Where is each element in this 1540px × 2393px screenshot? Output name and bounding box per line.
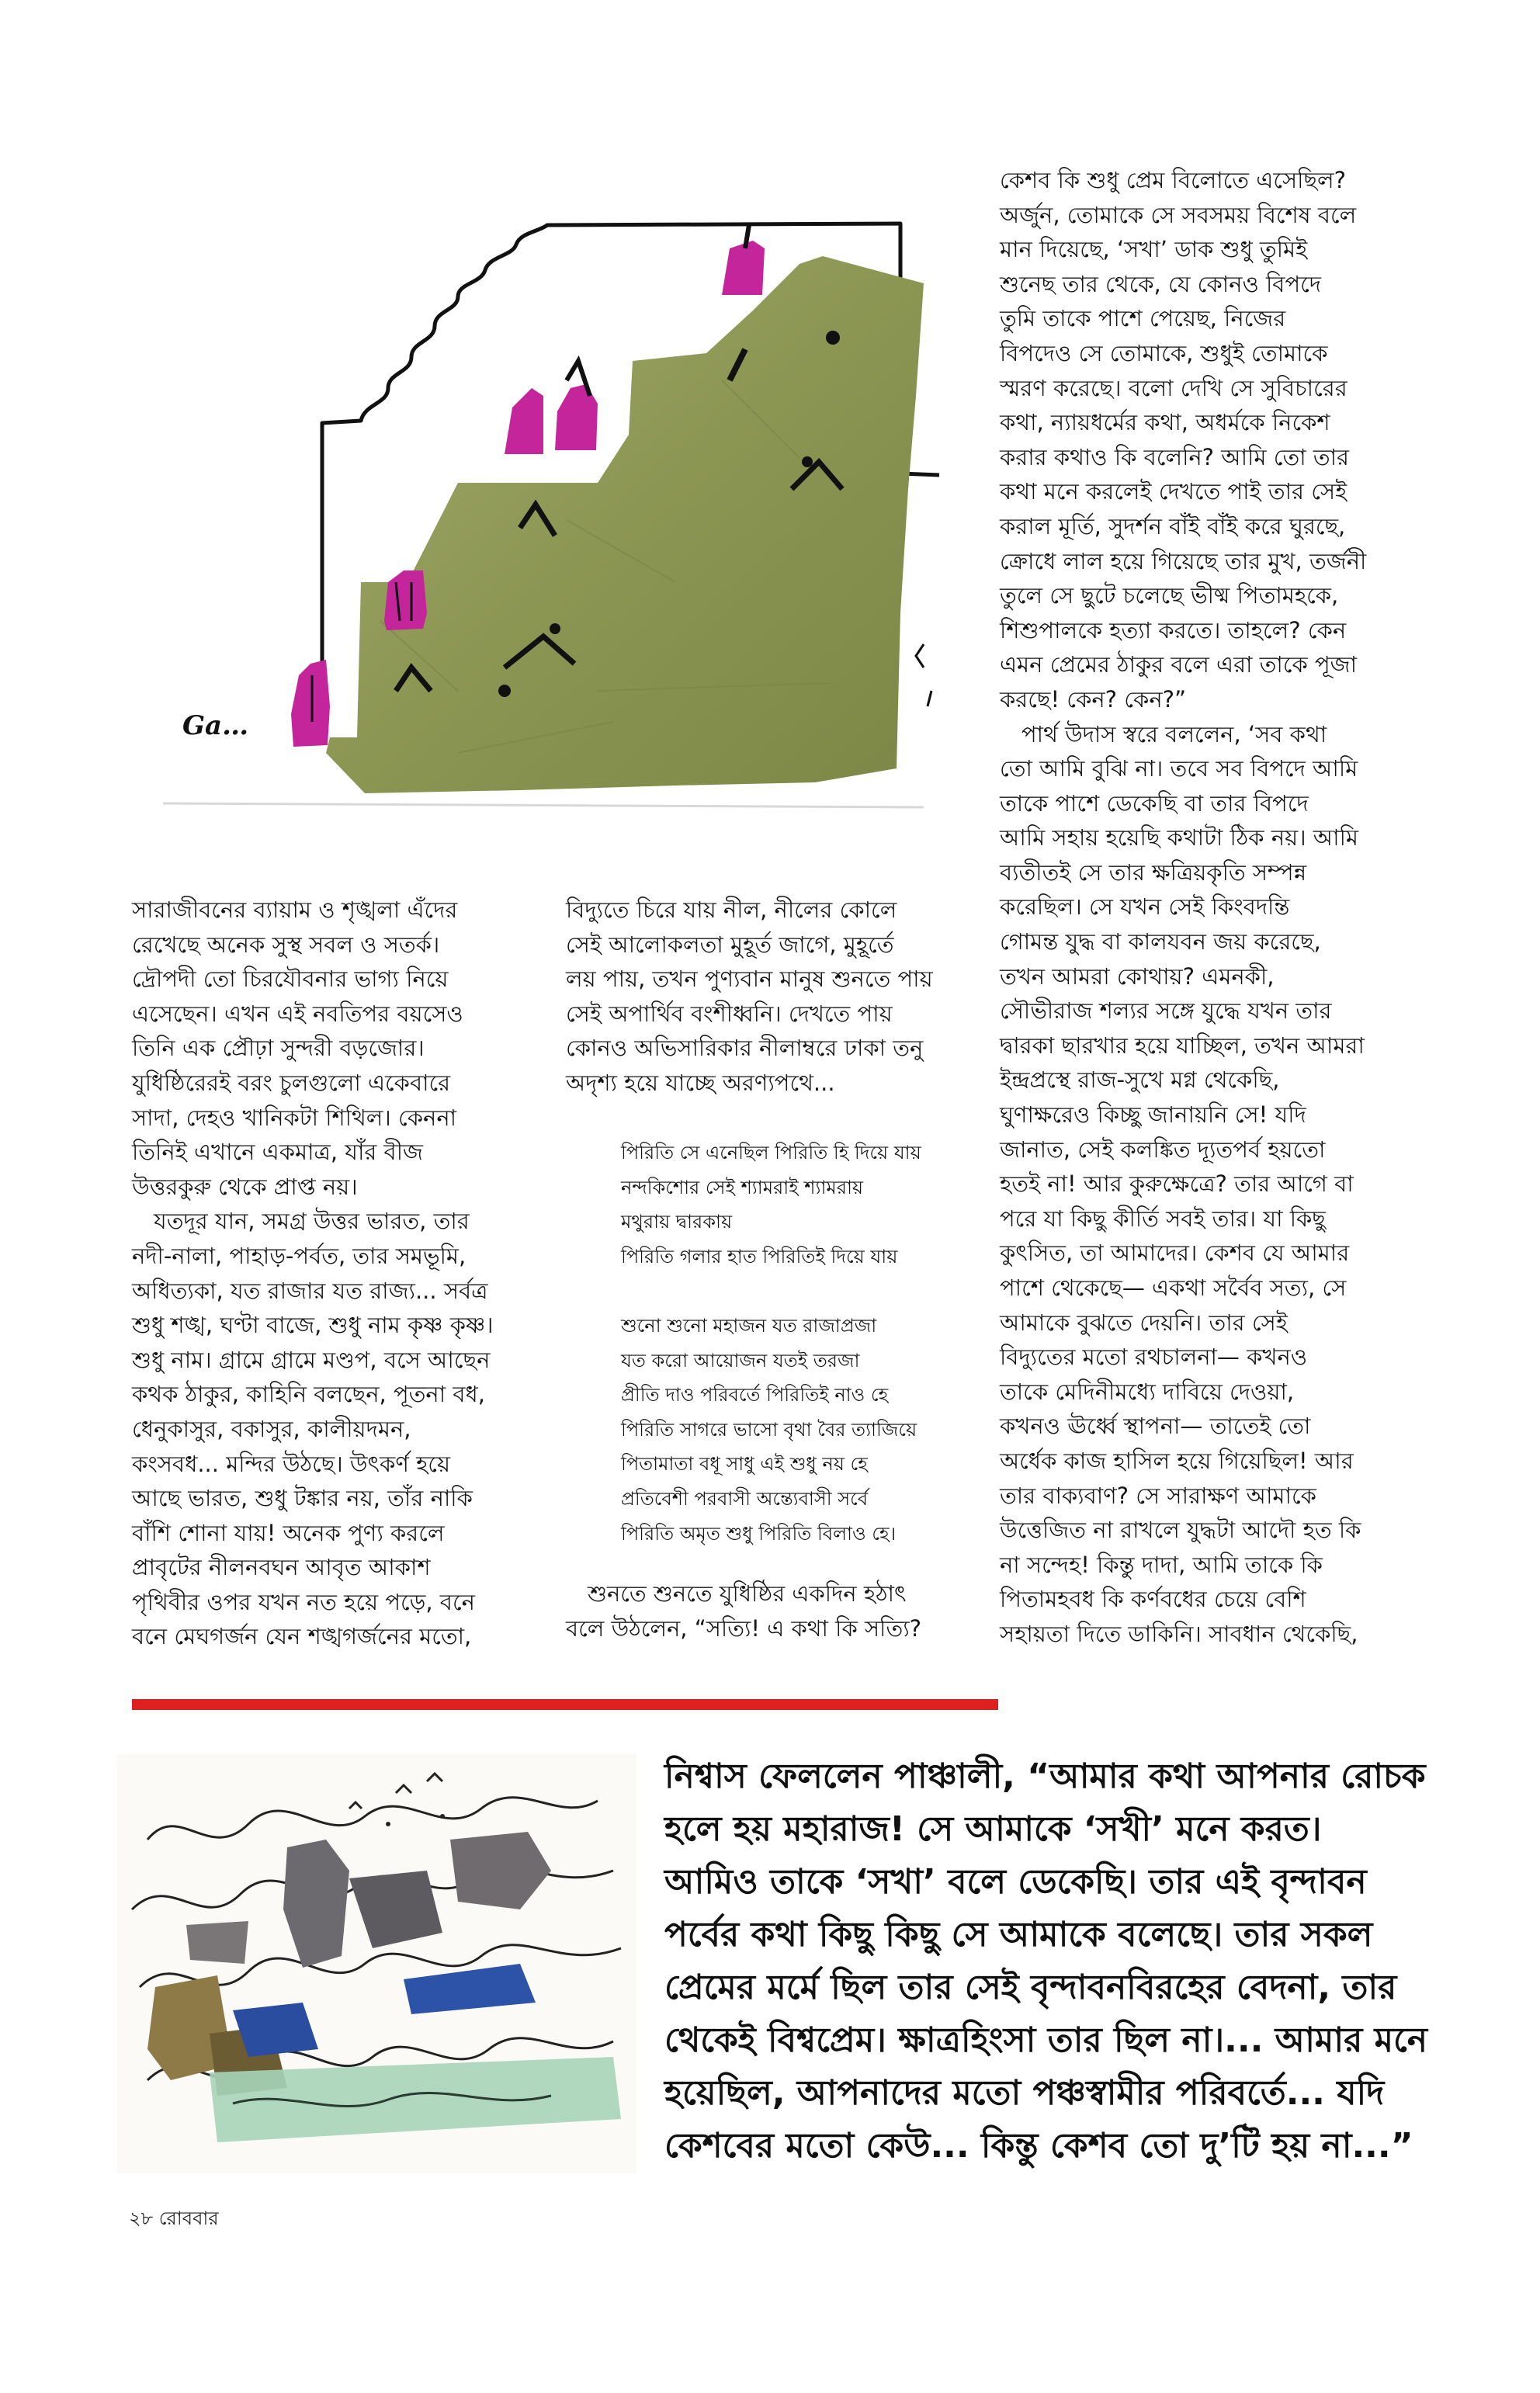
text-line: কথক ঠাকুর, কাহিনি বলছেন, পূতনা বধ,	[132, 1381, 485, 1408]
text-line: প্রাবৃটের নীলনবঘন আবৃত আকাশ	[132, 1554, 431, 1581]
poem-line: যত করো আয়োজন যতই তরজা	[621, 1349, 860, 1372]
text-line: শুনেছ তার থেকে, যে কোনও বিপদে	[1000, 270, 1322, 297]
pull-quote-line: প্রেমের মর্মে ছিল তার সেই বৃন্দাবনবিরহের বেদনা, তার	[664, 1968, 1397, 2007]
text-line: এমন প্রেমের ঠাকুর বলে এরা তাকে পূজা	[1000, 651, 1358, 678]
text-line: বাঁশি শোনা যায়! অনেক পুণ্য করলে	[132, 1519, 445, 1546]
top-illustration	[132, 147, 955, 823]
text-line: শুধু নাম। গ্রামে গ্রামে মণ্ডপ, বসে আছেন	[132, 1346, 491, 1373]
poem-line: পিরিতি সে এনেছিল পিরিতি হি দিয়ে যায়	[621, 1142, 921, 1164]
text-line: পিতামহবধ কি কর্ণবধের চেয়ে বেশি	[1000, 1586, 1306, 1613]
text-line: লয় পায়, তখন পুণ্যবান মানুষ শুনতে পায়	[566, 966, 933, 993]
text-line: সেই আলোকলতা মুহূর্ত জাগে, মুহূর্তে	[566, 931, 894, 958]
text-line: আছে ভারত, শুধু টঙ্কার নয়, তাঁর নাকি	[132, 1485, 473, 1512]
pull-quote-line: আমিও তাকে ‘সখা’ বলে ডেকেছি। তার এই বৃন্দাবন	[664, 1862, 1367, 1902]
text-line: স্মরণ করেছে। বলো দেখি সে সুবিচারের	[1000, 374, 1348, 401]
pull-quote-line: হয়েছিল, আপনাদের মতো পঞ্চস্বামীর পরিবর্তে... যদি	[664, 2073, 1385, 2113]
text-line: কুৎসিত, তা আমাদের। কেশব যে আমার	[1000, 1240, 1350, 1267]
text-line: কংসবধ... মন্দির উঠছে। উৎকর্ণ হয়ে	[132, 1450, 451, 1477]
bottom-illustration	[116, 1754, 636, 2173]
poem-line: প্রতিবেশী পরবাসী অন্ত্যেবাসী সর্বে	[621, 1487, 869, 1510]
right-column	[1000, 163, 1366, 1652]
text-line: তুমি তাকে পাশে পেয়েছ, নিজের	[1000, 305, 1286, 332]
text-line: করছে! কেন? কেন?”	[1000, 685, 1187, 713]
text-line: উত্তেজিত না রাখলে যুদ্ধটা আদৌ হত কি	[1000, 1517, 1361, 1544]
text-line: কোনও অভিসারিকার নীলাম্বরে ঢাকা তনু	[566, 1035, 924, 1062]
text-line: তিনি এক প্রৌঢ়া সুন্দরী বড়জোর।	[132, 1035, 425, 1062]
left-column	[132, 893, 494, 1654]
text-line: নদী-নালা, পাহাড়-পর্বত, তার সমভূমি,	[132, 1242, 467, 1269]
collage-tower-artwork	[132, 147, 955, 823]
poem-line: পিরিতি সাগরে ভাসো বৃথা বৈর ত্যাজিয়ে	[621, 1418, 917, 1441]
text-line: সাদা, দেহও খানিকটা শিথিল। কেননা	[132, 1104, 457, 1131]
text-line: করেছিল। সে যখন সেই কিংবদন্তি	[1000, 893, 1290, 921]
text-line: গোমন্ত যুদ্ধ বা কালযবন জয় করেছে,	[1000, 928, 1321, 955]
text-line: বিপদেও সে তোমাকে, শুধুই তোমাকে	[1000, 339, 1328, 366]
text-line: তুলে সে ছুটে চলেছে ভীষ্ম পিতামহকে,	[1000, 582, 1339, 609]
text-line: দ্রৌপদী তো চিরযৌবনার ভাগ্য নিয়ে	[132, 966, 449, 993]
text-line: পাশে থেকেছে— একথা সর্বৈব সত্য, সে	[1000, 1275, 1347, 1301]
text-line: আমাকে বুঝতে দেয়নি। তার সেই	[1000, 1309, 1288, 1336]
text-line: ধেনুকাসুর, বকাসুর, কালীয়দমন,	[132, 1415, 411, 1442]
pull-quote-line: কেশবের মতো কেউ... কিন্তু কেশব তো দু’টি হয় না...”	[664, 2126, 1413, 2166]
text-line: করাল মূর্তি, সুদর্শন বাঁই বাঁই করে ঘুরছে,	[1000, 512, 1346, 539]
pull-quote-line: পর্বের কথা কিছু কিছু সে আমাকে বলেছে। তার সকল	[664, 1915, 1373, 1954]
poem-line: মথুরায় দ্বারকায়	[621, 1211, 733, 1233]
text-line: ব্যতীতই সে তার ক্ষত্রিয়কৃতি সম্পন্ন	[1000, 858, 1307, 886]
section-divider-rule	[132, 1699, 998, 1710]
text-line: দ্বারকা ছারখার হয়ে যাচ্ছিল, তখন আমরা	[1000, 1032, 1365, 1059]
text-line: শুনতে শুনতে যুধিষ্ঠির একদিন হঠাৎ	[588, 1580, 907, 1607]
text-line: তখন আমরা কোথায়? এমনকী,	[1000, 962, 1275, 990]
text-line: সেই অপার্থিব বংশীধ্বনি। দেখতে পায়	[566, 1000, 893, 1027]
text-line: ক্রোধে লাল হয়ে গিয়েছে তার মুখ, তর্জনী	[1000, 547, 1367, 574]
middle-column-continued	[566, 1576, 921, 1646]
text-line: তাকে পাশে ডেকেছি বা তার বিপদে	[1000, 789, 1309, 817]
text-line: উত্তরকুরু থেকে প্রাপ্ত নয়।	[132, 1173, 358, 1200]
text-line: সারাজীবনের ব্যায়াম ও শৃঙ্খলা এঁদের	[132, 897, 458, 923]
pull-quote-line: নিশ্বাস ফেললেন পাঞ্চালী, “আমার কথা আপনার রোচক	[664, 1757, 1426, 1796]
text-line: তার বাক্যবাণ? সে সারাক্ষণ আমাকে	[1000, 1482, 1316, 1509]
text-line: ঘুণাক্ষরেও কিচ্ছু জানায়নি সে! যদি	[1000, 1101, 1306, 1129]
text-line: কথা, ন্যায়ধর্মের কথা, অধর্মকে নিকেশ	[1000, 409, 1330, 436]
poem-line: পিতামাতা বধূ সাধু এই শুধু নয় হে	[621, 1453, 868, 1476]
stanza-gap	[621, 1274, 921, 1309]
poem-line: নন্দকিশোর সেই শ্যামরাই শ্যামরায়	[621, 1176, 864, 1198]
text-line: কখনও ঊর্ধ্বে স্থাপনা— তাতেই তো	[1000, 1413, 1311, 1440]
text-line: রেখেছে অনেক সুস্থ সবল ও সতর্ক।	[132, 931, 440, 958]
text-line: কথা মনে করলেই দেখতে পাই তার সেই	[1000, 478, 1348, 505]
text-line: তিনিই এখানে একমাত্র, যাঁর বীজ	[132, 1139, 423, 1166]
text-line: মান দিয়েছে, ‘সখা’ ডাক শুধু তুমিই	[1000, 236, 1308, 263]
text-line: বনে মেঘগর্জন যেন শঙ্খগর্জনের মতো,	[132, 1623, 472, 1650]
text-line: হতই না! আর কুরুক্ষেত্রে? তার আগে বা	[1000, 1170, 1354, 1198]
pull-quote	[664, 1750, 1427, 2173]
artist-signature: Ga…	[182, 710, 249, 741]
text-line: যতদূর যান, সমগ্র উত্তর ভারত, তার	[154, 1208, 470, 1235]
text-line: বলে উঠলেন, “সত্যি! এ কথা কি সত্যি?	[566, 1614, 922, 1642]
poem-line: প্রীতি দাও পরিবর্তে পিরিতিই নাও হে	[621, 1384, 889, 1406]
abstract-collage-artwork	[116, 1754, 636, 2173]
text-line: বিদ্যুতের মতো রথচালনা— কখনও	[1000, 1344, 1308, 1371]
text-line: করার কথাও কি বলেনি? আমি তো তার	[1000, 443, 1350, 470]
text-line: না সন্দেহ! কিন্তু দাদা, আমি তাকে কি	[1000, 1551, 1323, 1578]
poem-line: পিরিতি গলার হাত পিরিতিই দিয়ে যায়	[621, 1245, 898, 1268]
text-line: পরে যা কিছু কীর্তি সবই তার। যা কিছু	[1000, 1205, 1326, 1232]
text-line: কেশব কি শুধু প্রেম বিলোতে এসেছিল?	[1000, 167, 1347, 193]
page-folio: ২৮ রোববার	[129, 2207, 219, 2229]
text-line: সহায়তা দিতে ডাকিনি। সাবধান থেকেছি,	[1000, 1620, 1358, 1647]
text-line: আমি সহায় হয়েছি কথাটা ঠিক নয়। আমি	[1000, 824, 1359, 851]
text-line: পৃথিবীর ওপর যখন নত হয়ে পড়ে, বনে	[132, 1588, 475, 1615]
poem-line: পিরিতি অমৃত শুধু পিরিতি বিলাও হে।	[621, 1522, 897, 1545]
text-line: শিশুপালকে হত্যা করতে। তাহলে? কেন	[1000, 616, 1347, 643]
poem-line: শুনো শুনো মহাজন যত রাজাপ্রজা	[621, 1314, 877, 1337]
text-line: তাকে মেদিনীমধ্যে দাবিয়ে দেওয়া,	[1000, 1378, 1295, 1405]
text-line: শুধু শঙ্খ, ঘণ্টা বাজে, শুধু নাম কৃষ্ণ কৃষ্ণ।	[132, 1312, 494, 1339]
pull-quote-line: হলে হয় মহারাজ! সে আমাকে ‘সখী’ মনে করত।	[664, 1809, 1322, 1849]
text-line: সৌভীরাজ শল্যর সঙ্গে যুদ্ধে যখন তার	[1000, 997, 1332, 1025]
text-line: অধিত্যকা, যত রাজার যত রাজ্য... সর্বত্র	[132, 1277, 488, 1304]
text-line: পার্থ উদাস স্বরে বললেন, ‘সব কথা	[1021, 720, 1327, 747]
text-line: অদৃশ্য হয়ে যাচ্ছে অরণ্যপথে...	[566, 1069, 835, 1096]
text-line: অর্জুন, তোমাকে সে সবসময় বিশেষ বলে	[1000, 201, 1357, 228]
text-line: বিদ্যুতে চিরে যায় নীল, নীলের কোলে	[566, 897, 897, 923]
poem	[621, 1136, 921, 1551]
text-line: অর্ধেক কাজ হাসিল হয়ে গিয়েছিল! আর	[1000, 1447, 1354, 1474]
text-line: ইন্দ্রপ্রস্থে রাজ-সুখে মগ্ন থেকেছি,	[1000, 1066, 1280, 1094]
text-line: যুধিষ্ঠিরেরই বরং চুলগুলো একেবারে	[132, 1069, 451, 1096]
text-line: জানাত, সেই কলঙ্কিত দ্যূতপর্ব হয়তো	[1000, 1136, 1326, 1163]
text-line: এসেছেন। এখন এই নবতিপর বয়সেও	[132, 1000, 463, 1027]
middle-column	[566, 893, 933, 1101]
text-line: তো আমি বুঝি না। তবে সব বিপদে আমি	[1000, 755, 1358, 782]
pull-quote-line: থেকেই বিশ্বপ্রেম। ক্ষাত্রহিংসা তার ছিল না।... আমার মনে	[664, 2020, 1428, 2060]
